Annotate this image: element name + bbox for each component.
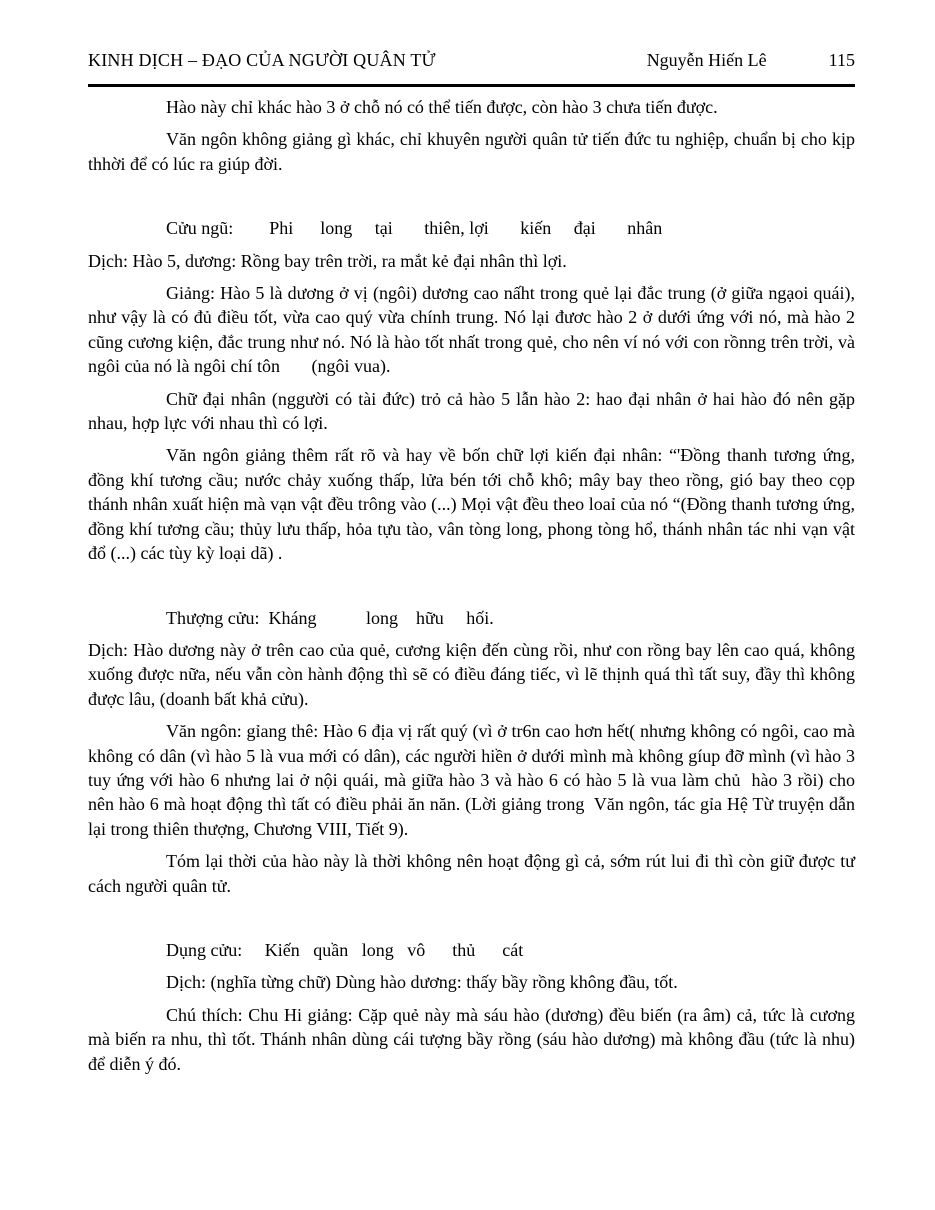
author-name: Nguyễn Hiến Lê xyxy=(646,50,767,70)
paragraph: Văn ngôn: gỉang thê: Hào 6 địa vị rất quý (vì ở tr6n cao hơn hết( nhưng không có ngôi, cao mà không có dân (vì hào 5 là vua mới có dân), các người hiền ở dưới mình mà không gíup đỡ mình (vì hào 3 tuy ứng với hào 6 nhưng lai ở nội quái, mà giữa hào 3 và hào 6 có hào 5 là vua làm chủ hào 3 rồi) cho nên hào 6 mà hoạt động thì tất có điều phải ăn năn. (Lời giảng trong Văn ngôn, tác gỉa Hệ Từ truyện dẫn lại trong thiên thượng, Chương VIII, Tiết 9). xyxy=(88,721,860,839)
paragraph: Giảng: Hào 5 là dương ở vị (ngôi) dương cao nấht trong quẻ lại đắc trung (ở giữa ngạoi quái), như vậy là có đủ điều tốt, vừa cao quý vừa chính trung. Nó lại đươc hào 2 ở dưới ứng với nó, mà hào 2 cũng cương kiện, đắc trung như nó. Nó là hào tốt nhất trong quẻ, cho nên ví nó với con rồnng trên trời, và ngôi của nó là ngôi chí tôn (ngôi vua). xyxy=(88,283,860,377)
section-heading-dung-cuu: Dụng cửu: Kiến quần long vô thủ cát xyxy=(166,939,524,960)
header-divider xyxy=(88,84,855,87)
page-body xyxy=(88,95,860,1076)
page-header xyxy=(88,50,855,71)
paragraph: Chữ đại nhân (nggười có tài đức) trỏ cả hào 5 lẫn hào 2: hao đại nhân ở hai hào đó nên gặp nhau, hợp lực với nhau thì có lợi. xyxy=(88,388,860,434)
section-heading-thuong-cuu: Thượng cửu: Kháng long hữu hối. xyxy=(166,607,494,628)
paragraph: Chú thích: Chu Hi giảng: Cặp quẻ này mà sáu hào (dương) đều biến (ra âm) cả, tức là cương mà biến ra nhu, thì tốt. Thánh nhân dùng cái tượng bầy rồng (sáu hào dương) mà không đầu (tức là nhu) để diễn ý đó. xyxy=(88,1004,860,1074)
book-title: KINH DỊCH – ĐẠO CỦA NGƯỜI QUÂN TỬ xyxy=(88,50,436,70)
paragraph: Dịch: Hào dương này ở trên cao của quẻ, cương kiện đến cùng rồi, như con rồng bay lên cao quá, không xuống được nữa, nếu vẫn còn hành động thì sẽ có điều đáng tiếc, vì lẽ thịnh quá thì tất suy, đầy thì không được lâu, (doanh bất khả cửu). xyxy=(88,639,860,709)
page-number: 115 xyxy=(828,50,855,70)
paragraph: Văn ngôn không giảng gì khác, chỉ khuyên người quân tử tiến đức tu nghiệp, chuẩn bị cho kịp thhời để có lúc ra giúp đời. xyxy=(88,129,860,174)
paragraph: Tóm lại thời của hào này là thời không nên hoạt động gì cả, sớm rút lui đi thì còn giữ được tư cách người quân tử. xyxy=(88,851,860,896)
paragraph: Văn ngôn giảng thêm rất rõ và hay về bốn chữ lợi kiến đại nhân: “'Đồng thanh tương ứng, đồng khí tương cầu; nước chảy xuống thấp, lửa bén tới chỗ khô; mây bay theo rồng, gió bay theo cọp thánh nhân xuất hiện mà vạn vật đều trông vào (...) Mọi vật đều theo loaỉ của nó “(Đồng thanh tương ứng, đồng khí tương cầu; thủy lưu thấp, hỏa tựu tào, vân tòng long, phong tòng hổ, thánh nhân tác nhi vạn vật đổ (...) các tùy kỳ loại dã) . xyxy=(88,445,860,564)
paragraph: Dịch: (nghĩa từng chữ) Dùng hào dương: thấy bầy rồng không đầu, tốt. xyxy=(166,972,678,993)
section-heading-cuu-ngu: Cửu ngũ: Phi long tại thiên, lợi kiến đại nhân xyxy=(166,218,663,239)
paragraph: Dịch: Hào 5, dương: Rồng bay trên trời, ra mắt kẻ đại nhân thì lợi. xyxy=(88,250,567,271)
paragraph: Hào này chỉ khác hào 3 ở chỗ nó có thể tiến được, còn hào 3 chưa tiến được. xyxy=(166,97,718,117)
